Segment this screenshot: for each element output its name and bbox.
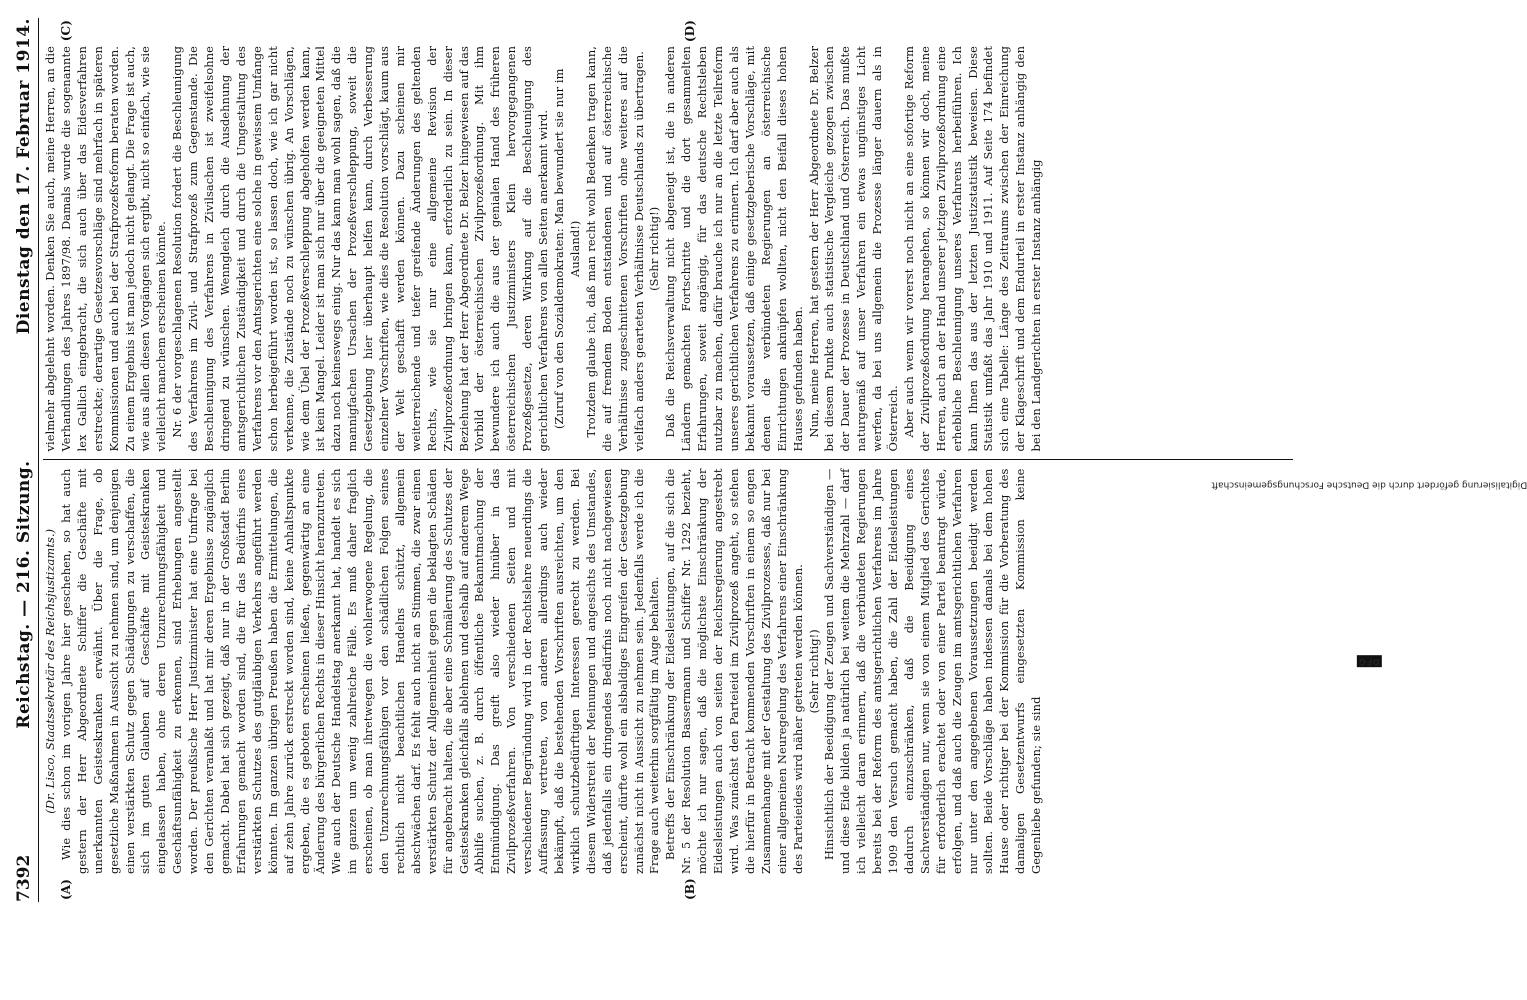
paragraph: Aber auch wenn wir vorerst noch nicht an eine sofortige Reform der Zivilprozeßordnung herangehen, so können wir doch, meine Herren, auch an der Hand unserer jetzigen Zivilprozeßordnung eine erhebliche Beschleunigung unseres Verfahrens herbeiführen. Ich kann Ihnen das aus der letzten Justizstatistik beweisen. Diese Statistik umfaßt das Jahr 1910 und 1911. Auf Seite 174 befindet sich eine Tabelle: Länge des Zeitraums zwischen der Einreichung der Klageschrift und dem Endurteil in erster Instanz anhängig den bei den Landgerichten in erster Instanz anhängig [901, 46, 1044, 452]
paragraph: vielmehr abgelehnt worden. Denken Sie auch, meine Herren, an die Verhandlungen des Jahres 1897/98. Damals wurde die sogenannte lex Gallich eingebracht, die sich auch über das Eidesverfahren erstreckte; derartige Gesetzesvorschläge sind mehrfach in späteren Kommissionen und auch bei der Strafprozeßreform beraten worden. Zu einem Ergebnis ist man jedoch nicht gelangt. Die Frage ist auch, wie aus allen diesen Vorgängen sich ergibt, nicht so einfach, wie sie vielleicht manchem erscheinen könnte. [43, 46, 169, 452]
applause-line: (Sehr richtig!) [647, 206, 662, 291]
dfg-logo: DFG [1358, 655, 1380, 666]
digitization-note [1211, 0, 1527, 1000]
marker-b: (B) [683, 878, 697, 900]
paragraph: Daß die Reichsverwaltung nicht abgeneigt ist, die in anderen Ländern gemachten Fortschritte und die dort gesammelten Erfahrungen, soweit angängig, für das deutsche Rechtsleben nutzbar zu machen, dafür brauche ich nur an die letzte Teilreform unseres gerichtlichen Verfahrens zu erinnern. Ich darf aber auch als bekannt voraussetzen, daß einige gesetzgeberische Vorschläge, mit denen die verbündeten Regierungen an österreichische Einrichtungen anknüpfen wollten, nicht den Beifall dieses hohen Hauses gefunden haben. [663, 46, 805, 452]
paragraph: Betreffs der Einschränkung der Eidesleistungen, auf die sich die Nr. 5 der Resolution Bassermann und Schiffer Nr. 1292 bezieht, möchte ich nur sagen, daß die möglichste Einschränkung der Eidesleistungen auch von seiten der Reichsregierung angestrebt wird. Was zunächst den Parteieid im Zivilprozeß angeht, so stehen die hierfür in Betracht kommenden Vorschriften in einem so engen Zusammenhange mit der Gestaltung des Zivilprozesses, daß nur bei einer allgemeinen Neuregelung des Verfahrens einer Einschränkung des Parteieides wird näher getreten werden können. [663, 468, 805, 874]
text-columns [43, 18, 1293, 902]
paragraph: Nun, meine Herren, hat gestern der Herr Abgeordnete Dr. Belzer bei diesem Punkte auch statistische Vergleiche gezogen zwischen der Dauer der Prozesse in Deutschland und Österreich. Das mußte naturgemäß auf unser Verfahren ein etwas ungünstiges Licht werfen, da bei uns allgemein die Prozesse länger dauern als in Österreich. [806, 46, 901, 452]
speaker-line: (Dr. Lisco, Staatssekretär des Reichsjustizamts.) [43, 528, 57, 814]
marker-c: (C) [59, 20, 73, 42]
paragraph: Trotzdem glaube ich, daß man recht wohl Bedenken tragen kann, die auf fremdem Boden entstandenen und auf österreichische Verhältnisse zugeschnittenen Vorschriften ohne weiteres auf die vielfach anders gearteten Verhältnisse Deutschlands zu übertragen. [583, 46, 646, 452]
applause-line: (Sehr richtig!) [806, 629, 821, 714]
paragraph: Wie dies schon im vorigen Jahre hier geschehen, so hat auch gestern der Herr Abgeordnete Schiffer die Geschäfte mit unerkannten Geisteskranken erwähnt. Über die Frage, ob gesetzliche Maßnahmen in Aussicht zu nehmen sind, um denjenigen einen verstärkten Schutz gegen Schädigungen zu verschaffen, die sich im guten Glauben auf Geschäfte mit Geisteskranken eingelassen haben, ohne deren Unzurechnungsfähigkeit und Geschäftsunfähigkeit zu erkennen, sind Erhebungen angestellt worden. Der preußische Herr Justizminister hat eine Umfrage bei den Gerichten veranlaßt und hat mir deren Ergebnisse zugänglich gemacht. Dabei hat sich gezeigt, daß nur in der Großstadt Berlin Erfahrungen gemacht worden sind, die für das Bedürfnis eines verstärkten Schutzes des gutgläubigen Verkehrs angeführt werden könnten. Im ganzen übrigen Preußen haben die Ermittelungen, die auf zehn Jahre zurück erstreckt worden sind, keine Anhaltspunkte ergeben, die es geboten erscheinen ließen, gegenwärtig an eine Änderung des bürgerlichen Rechts in dieser Hinsicht heranzutreten. Wie auch der Deutsche Handelstag anerkannt hat, handelt es sich im ganzen um wenig zahlreiche Fälle. Es muß daher fraglich erscheinen, ob man ihretwegen die wohlerwogene Regelung, die den Unzurechnungsfähigen vor den schädlichen Folgen seines rechtlich nicht beachtlichen Handelns schützt, allgemein abschwächen darf. Es fehlt auch nicht an Stimmen, die zwar einen verstärkten Schutz der Allgemeinheit gegen die beklagten Schäden für angebracht halten, die aber eine Schmälerung des Schutzes der Geisteskranken gleichfalls ablehnen und deshalb auf anderem Wege Abhilfe suchen, z. B. durch öffentliche Bekanntmachung der Entmündigung. Das greift also wieder hinüber in das Zivilprozeßverfahren. Von verschiedenen Seiten und mit verschiedener Begründung wird in der Rechtslehre neuerdings die Auffassung vertreten, von anderen allerdings auch wieder bekämpft, daß die bestehenden Vorschriften ausreichten, um den wirklich schutzbedürftigen Interessen gerecht zu werden. Bei diesem Widerstreit der Meinungen und angesichts des Umstandes, daß jedenfalls ein dringendes Bedürfnis noch nicht nachgewiesen erscheint, dürfte wohl ein alsbaldiges Eingreifen der Gesetzgebung zunächst nicht in Aussicht zu nehmen sein. Jedenfalls werde ich die Frage auch weiterhin sorgfältig im Auge behalten. [58, 468, 662, 874]
left-column [43, 460, 1293, 903]
paragraph: Hinsichtlich der Beeidigung der Zeugen und Sachverständigen — und diese Eide bilden ja natürlich bei weitem die Mehrzahl — darf ich vielleicht daran erinnern, daß die verbündeten Regierungen bereits bei der Reform des amtsgerichtlichen Verfahrens im Jahre 1909 den Versuch gemacht haben, die Zahl der Eidesleistungen dadurch einzuschränken, daß die Beeidigung eines Sachverständigen nur, wenn sie von einem Mitglied des Gerichtes für erforderlich erachtet oder von einer Partei beantragt würde, erfolgen, und daß auch die Zeugen im amtsgerichtlichen Verfahren nur unter den angegebenen Voraussetzungen beeidigt werden sollten. Beide Vorschläge haben indessen damals bei dem hohen Hause oder richtiger bei der Kommission für die Vorberatung des damaligen Gesetzentwurfs eingesetzten Kommission keine Gegenliebe gefunden; sie sind [822, 468, 1044, 874]
marker-d: (D) [683, 20, 697, 43]
page-number: 7392 [14, 854, 34, 902]
marker-a: (A) [59, 879, 73, 900]
interjection-line: (Zuruf von den Sozialdemokraten: Man bewundert sie nur im Ausland!) [552, 68, 582, 430]
right-column [43, 18, 1293, 460]
page-title: Reichstag. — 216. Sitzung. [14, 460, 34, 729]
page-header [14, 18, 39, 902]
digitization-text: Digitalisierung gefördert durch die Deutsche Forschungsgemeinschaft [1211, 479, 1527, 490]
page-date: Dienstag den 17. Februar 1914. [14, 18, 34, 335]
paragraph: Nr. 6 der vorgeschlagenen Resolution fordert die Beschleunigung des Verfahrens im Zivil- und Strafprozeß zum Gegenstande. Die Beschleunigung des Verfahrens in Zivilsachen ist zweifelsohne dringend zu wünschen. Wenngleich durch die Ausdehnung der amtsgerichtlichen Zuständigkeit und durch die Umgestaltung des Verfahrens vor den Amtsgerichten eine solche in gewissem Umfange schon herbeigeführt worden ist, so lassen doch, wie ich gar nicht verkenne, die Zustände noch zu wünschen übrig. An Vorschlägen, wie dem Übel der Prozeßverschleppung abgeholfen werden kann, ist kein Mangel. Leider ist man sich nur über die geeigneten Mittel dazu noch keineswegs einig. Nur das kann man wohl sagen, daß die mannigfachen Ursachen der Prozeßverschleppung, soweit die Gesetzgebung hier überhaupt helfen kann, durch Verbesserung einzelner Vorschriften, wie dies die Resolution vorschlägt, kaum aus der Welt geschafft werden können. Dazu scheinen mir weiterreichende und tiefer greifende Änderungen des geltenden Rechts, wie sie nur eine allgemeine Revision der Zivilprozeßordnung bringen kann, erforderlich zu sein. In dieser Beziehung hat der Herr Abgeordnete Dr. Belzer hingewiesen auf das Vorbild der österreichischen Zivilprozeßordnung. Mit ihm bewundere ich auch die aus der genialen Hand des früheren österreichischen Justizministers Klein hervorgegangenen Prozeßgesetze, deren Wirkung auf die Beschleunigung des gerichtlichen Verfahrens von allen Seiten anerkannt wird. [170, 46, 551, 452]
